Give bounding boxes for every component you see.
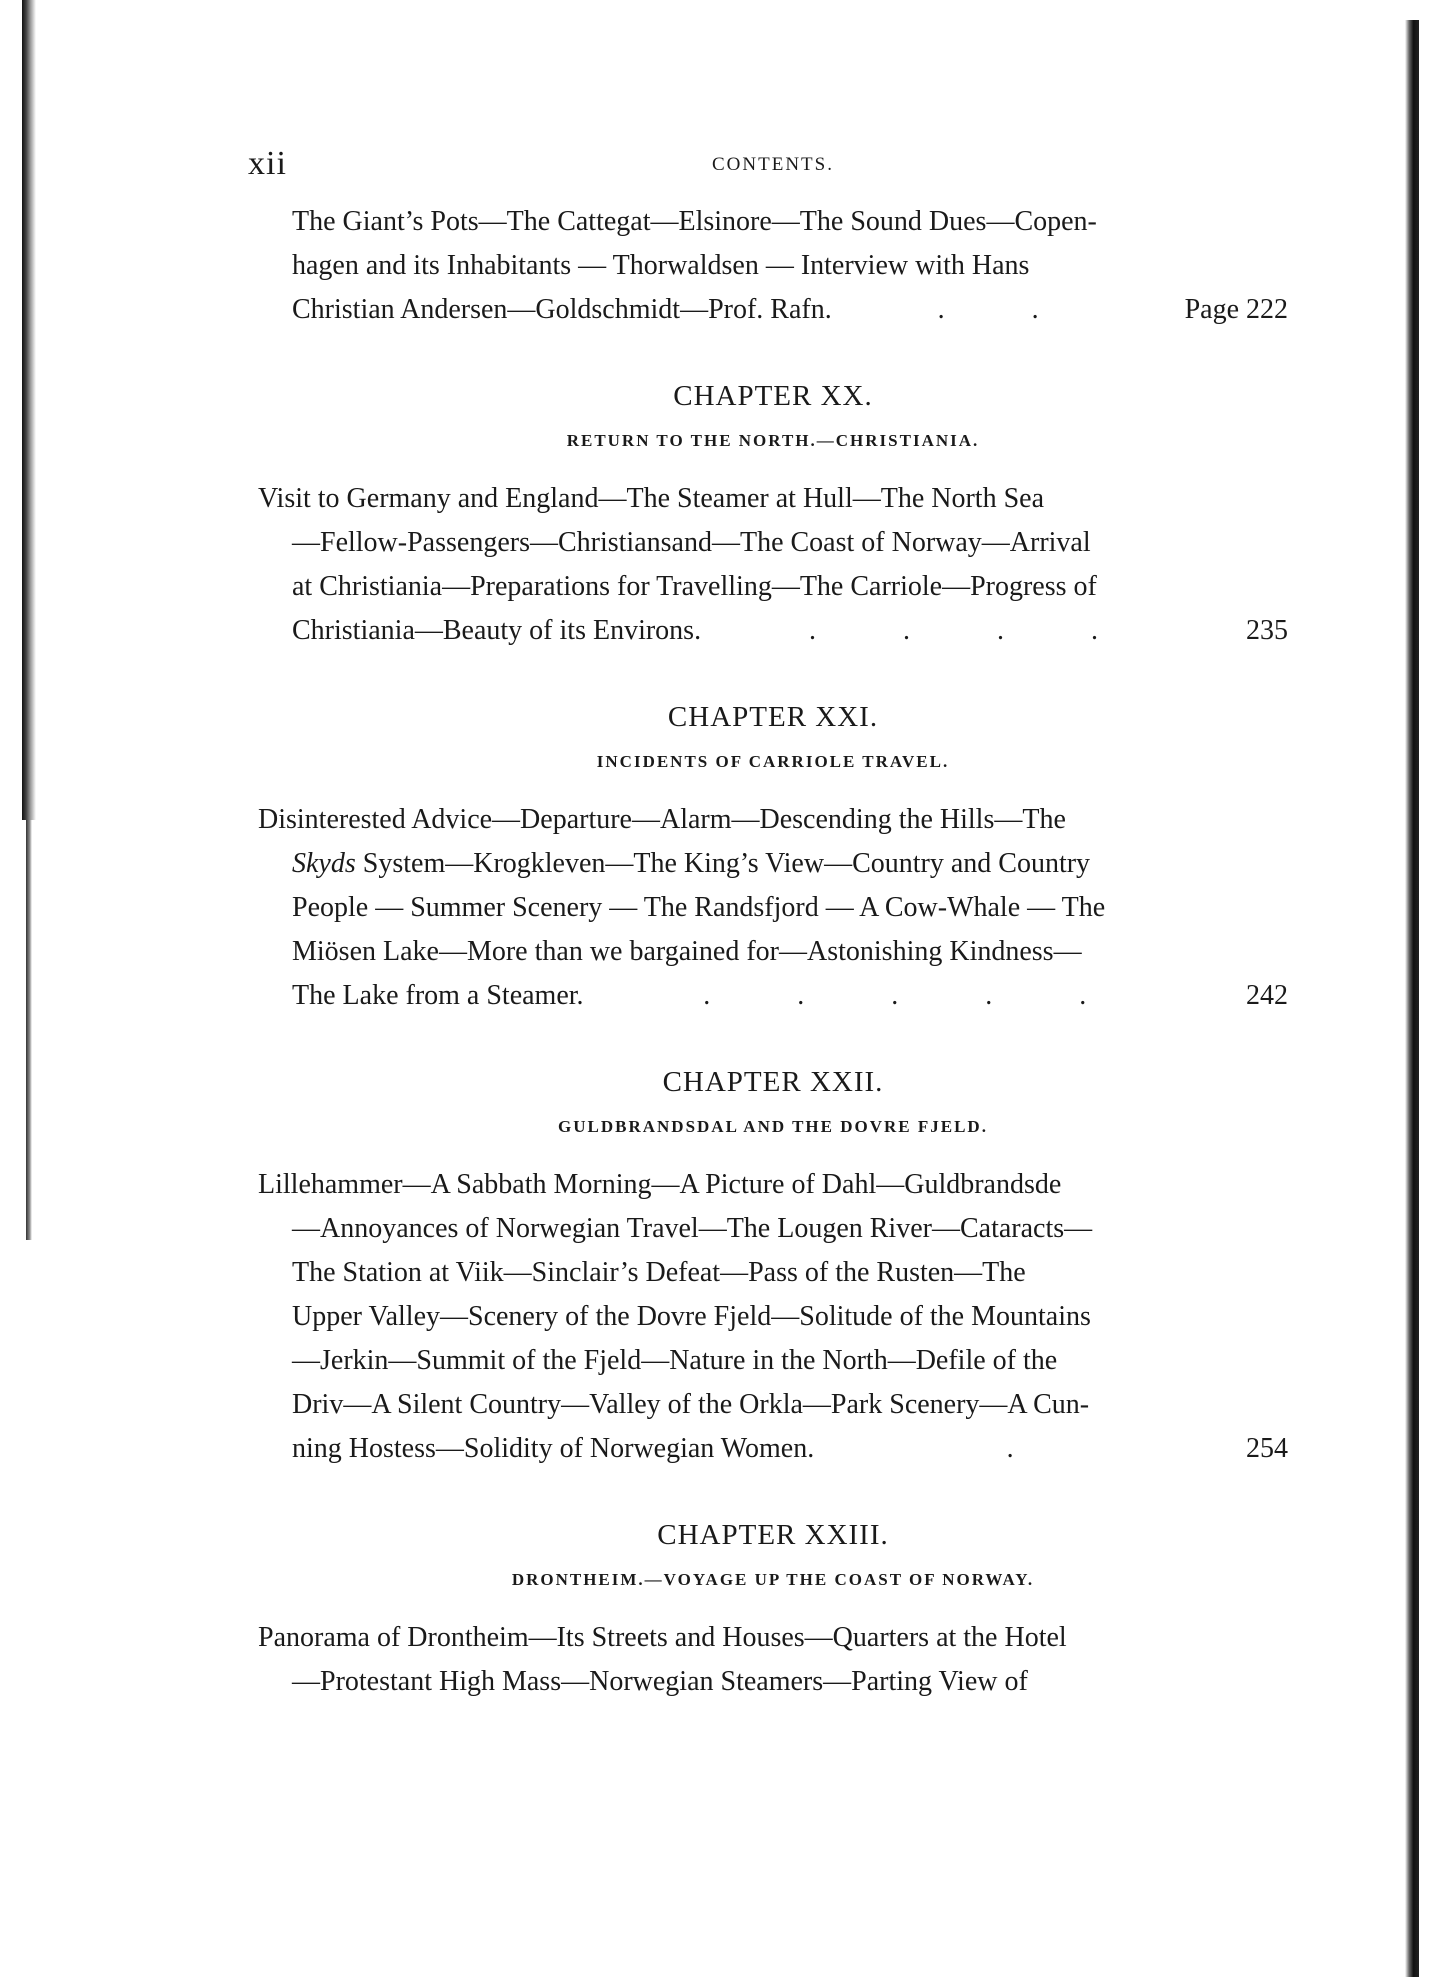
entry-line: Miösen Lake—More than we bargained for—Astonishing Kindness—	[292, 936, 1082, 967]
dot-leaders: . . . .	[809, 615, 1139, 646]
entry-last-line	[258, 974, 1288, 1018]
entry-text: ning Hostess—Solidity of Norwegian Women.	[292, 1433, 815, 1464]
dot-leaders: . .	[937, 294, 1079, 325]
entry-line: —Fellow-Passengers—Christiansand—The Coast of Norway—Arrival	[292, 527, 1091, 558]
chapter-heading: CHAPTER XXIII.	[657, 1519, 889, 1551]
page-number: Page 222	[1184, 294, 1288, 325]
chapter-xxiii	[258, 1519, 1288, 1704]
entry-line: Disinterested Advice—Departure—Alarm—Descending the Hills—The	[258, 804, 1066, 835]
chapter-subtitle: RETURN TO THE NORTH.—CHRISTIANIA.	[566, 431, 980, 450]
running-head	[248, 140, 1288, 200]
chapter-subtitle: INCIDENTS OF CARRIOLE TRAVEL.	[596, 752, 950, 771]
italic-term: Skyds	[292, 848, 356, 879]
chapter-xix-continuation	[258, 200, 1288, 332]
chapter-xxi	[258, 701, 1288, 1018]
entry-line: —Annoyances of Norwegian Travel—The Lougen River—Cataracts—	[292, 1213, 1093, 1244]
entry-line: —Protestant High Mass—Norwegian Steamers—Parting View of	[292, 1666, 1028, 1697]
chapter-heading: CHAPTER XXII.	[662, 1066, 884, 1098]
entry-text: Christiania—Beauty of its Environs.	[292, 615, 702, 646]
chapter-heading: CHAPTER XX.	[673, 380, 873, 412]
right-edge-shadow	[1405, 20, 1419, 1977]
dot-leaders: .	[1006, 1433, 1054, 1464]
entry-line: Upper Valley—Scenery of the Dovre Fjeld—Solitude of the Mountains	[292, 1301, 1091, 1332]
contents-page	[248, 140, 1288, 1704]
entry-text: Christian Andersen—Goldschmidt—Prof. Rafn.	[292, 294, 832, 325]
entry-line: The Station at Viik—Sinclair’s Defeat—Pass of the Rusten—The	[292, 1257, 1026, 1288]
entry-line: Visit to Germany and England—The Steamer at Hull—The North Sea	[258, 483, 1045, 514]
entry-line	[258, 842, 1288, 886]
entry-text: The Lake from a Steamer.	[292, 980, 584, 1011]
page-number: 242	[1246, 980, 1288, 1011]
entry-line: Lillehammer—A Sabbath Morning—A Picture of Dahl—Guldbrandsde	[258, 1169, 1062, 1200]
entry-line: —Jerkin—Summit of the Fjeld—Nature in the North—Defile of the	[292, 1345, 1058, 1376]
page-number: 235	[1246, 615, 1288, 646]
binding-edge-shadow	[22, 0, 36, 820]
entry-last-line	[258, 609, 1288, 653]
chapter-heading: CHAPTER XXI.	[667, 701, 879, 733]
entry-line: People — Summer Scenery — The Randsfjord — A Cow-Whale — The	[292, 892, 1106, 923]
entry-line: Panorama of Drontheim—Its Streets and Houses—Quarters at the Hotel	[258, 1622, 1067, 1653]
dot-leaders: . . . . .	[703, 980, 1127, 1011]
entry-last-line	[258, 1427, 1288, 1471]
entry-line: The Giant’s Pots—The Cattegat—Elsinore—The Sound Dues—Copen-	[292, 206, 1097, 237]
chapter-subtitle: GULDBRANDSDAL AND THE DOVRE FJELD.	[558, 1117, 988, 1136]
page-folio: xii	[248, 145, 287, 182]
entry-line: at Christiania—Preparations for Travelling—The Carriole—Progress of	[292, 571, 1097, 602]
entry-line: Driv—A Silent Country—Valley of the Orkla—Park Scenery—A Cun-	[292, 1389, 1090, 1420]
page-number: 254	[1246, 1433, 1288, 1464]
chapter-xx	[258, 380, 1288, 653]
running-title: CONTENTS.	[712, 154, 834, 175]
chapter-subtitle: DRONTHEIM.—VOYAGE UP THE COAST OF NORWAY.	[511, 1570, 1035, 1589]
entry-last-line	[258, 288, 1288, 332]
binding-edge-shadow-lower	[26, 820, 32, 1240]
chapter-xxii	[258, 1066, 1288, 1471]
entry-text: System—Krogkleven—The King’s View—Country and Country	[355, 848, 1091, 879]
entry-line: hagen and its Inhabitants — Thorwaldsen — Interview with Hans	[292, 250, 1030, 281]
